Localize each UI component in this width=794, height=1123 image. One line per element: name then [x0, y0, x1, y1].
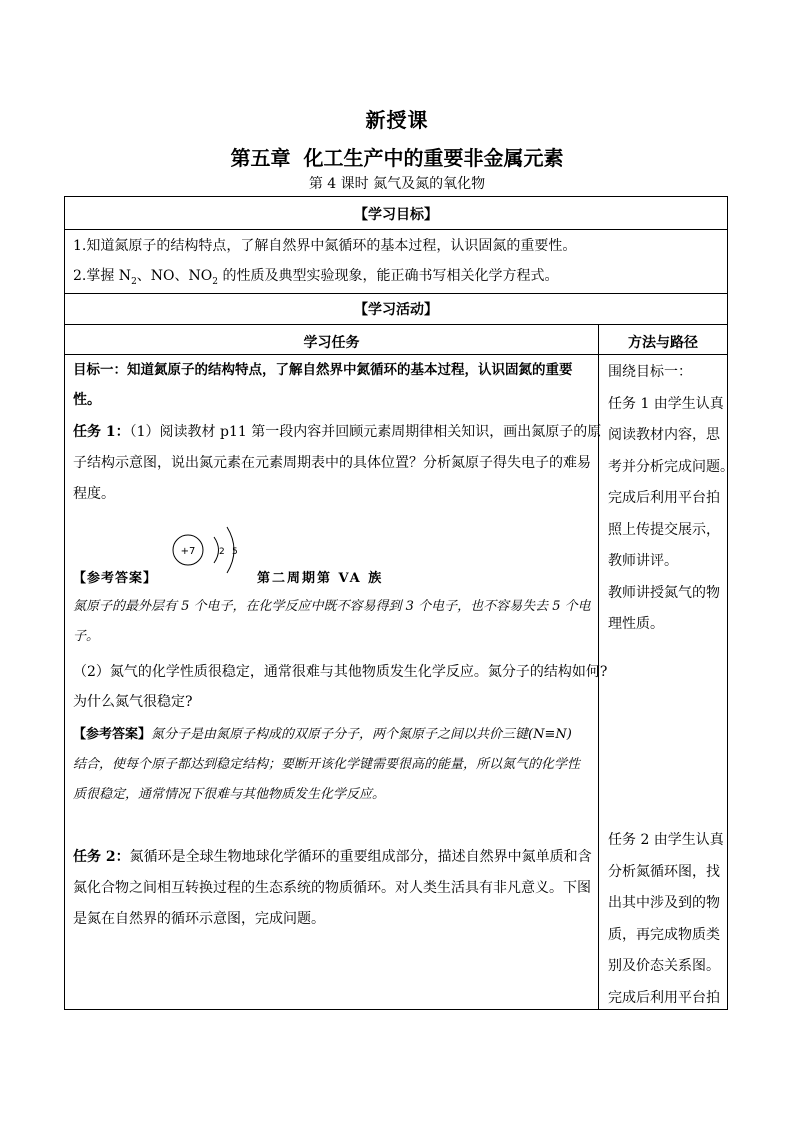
activities-title: 【学习活动】 — [354, 302, 438, 318]
method-line: 完成后利用平台拍 — [608, 989, 720, 1006]
method-line: 完成后利用平台拍 — [608, 490, 720, 506]
answer2-line3: 质很稳定，通常情况下很难与其他物质发生化学反应。 — [73, 787, 386, 802]
goal-one-line2: 性。 — [73, 392, 101, 408]
objectives-title: 【学习目标】 — [354, 207, 438, 223]
objective-1: 1.知道氮原子的结构特点，了解自然界中氮循环的基本过程，认识固氮的重要性。 — [73, 238, 577, 254]
task1-q2-line2: 为什么氮气很稳定? — [73, 694, 193, 710]
answer2-line2: 结合，使每个原子都达到稳定结构；要断开该化学键需要很高的能量，所以氮气的化学性 — [73, 757, 581, 772]
lesson-table — [64, 196, 734, 1010]
method-notes-2 — [608, 825, 724, 1014]
column-header-task: 学习任务 — [303, 335, 360, 351]
task2-line1: 任务 2：氮循环是全球生物地球化学循环的重要组成部分，描述自然界中氮单质和含 — [73, 849, 592, 865]
task1-line2: 子结构示意图，说出氮元素在元素周期表中的具体位置？分析氮原子得失电子的难易 — [73, 455, 591, 471]
shell1-electrons: 2 — [219, 547, 225, 557]
nitrogen-atom-diagram — [171, 519, 251, 581]
method-line: 理性质。 — [608, 616, 664, 632]
task2-label: 任务 2： — [73, 849, 130, 865]
task2-line2: 氮化合物之间相互转换过程的生态系统的物质循环。对人类生活具有非凡意义。下图 — [73, 880, 591, 896]
method-line: 教师讲评。 — [608, 553, 678, 569]
column-header-method: 方法与路径 — [628, 335, 698, 351]
method-line: 围绕目标一： — [608, 364, 692, 380]
method-line: 别及价态关系图。 — [608, 958, 720, 974]
method-line: 任务 1 由学生认真 — [608, 395, 724, 412]
method-notes-1 — [608, 357, 734, 641]
divider — [65, 293, 727, 294]
method-line: 分析氮循环图，找 — [608, 863, 720, 880]
method-line: 质，再完成物质类 — [608, 926, 720, 943]
method-line: 教师讲授氮气的物 — [608, 584, 720, 601]
task1-q2-line1: （2）氮气的化学性质很稳定，通常很难与其他物质发生化学反应。氮分子的结构如何? — [73, 664, 608, 680]
answer-period: 第二周期第 VA 族 — [257, 571, 384, 586]
divider — [65, 324, 727, 325]
answer-label-1: 【参考答案】 — [73, 571, 158, 586]
task2-line3: 是氮在自然界的循环示意图，完成问题。 — [73, 911, 325, 927]
nucleus-charge: +7 — [180, 546, 196, 557]
lesson-type: 新授课 — [365, 108, 429, 132]
objective-2: 2.掌握 $N_2$、NO、$NO_2$ 的性质及典型实验现象，能正确书写相关化学方程式。 — [73, 268, 559, 287]
goal-one-line1: 目标一：知道氮原子的结构特点，了解自然界中氮循环的基本过程，认识固氮的重要 — [73, 362, 573, 378]
shell-arc-1 — [214, 537, 219, 563]
answer1-line2: 子。 — [73, 629, 100, 644]
task1-line1: 任务 1：（1）阅读教材 p11 第一段内容并回顾元素周期律相关知识，画出氮原子的原 — [73, 424, 602, 440]
method-line: 阅读教材内容，思 — [608, 427, 720, 443]
lesson-subtitle: 第 4 课时 氮气及氮的氧化物 — [308, 176, 486, 192]
divider — [65, 229, 727, 230]
answer1-line1: 氮原子的最外层有 5 个电子，在化学反应中既不容易得到 3 个电子，也不容易失去 5 个电 — [73, 599, 591, 614]
method-line: 任务 2 由学生认真 — [608, 832, 724, 848]
task1-label: 任务 1： — [73, 424, 130, 440]
task1-line3: 程度。 — [73, 486, 115, 502]
answer-label-2: 【参考答案】 — [73, 727, 152, 742]
method-line: 出其中涉及到的物 — [608, 895, 720, 911]
method-line: 照上传提交展示， — [608, 521, 720, 538]
chapter-title: 第五章 化工生产中的重要非金属元素 — [230, 146, 564, 170]
answer2-line1: 【参考答案】氮分子是由氮原子构成的双原子分子，两个氮原子之间以共价三键(N≡N) — [73, 727, 572, 742]
method-line: 考并分析完成问题。 — [608, 458, 734, 475]
shell2-electrons: 5 — [232, 547, 238, 557]
